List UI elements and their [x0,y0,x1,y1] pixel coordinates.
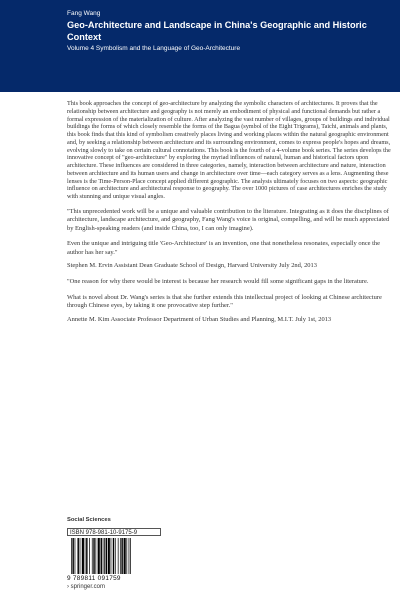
review-attribution-2: Annette M. Kim Associate Professor Department of Urban Studies and Planning, M.I.T. July 1st, 2013 [67,315,332,323]
book-description: This book approaches the concept of geo-architecture by analyzing the symbolic characters of architectures. It proves that the relationship between architecture and geography is not merely an embodiment of physical and functional demands but rather a formal expression of the materialization of culture. After analyzing the vast number of villages, groups of buildings and individual buildings the forms of which closely resemble the forms of the Bagua (symbol of the Eight Trigrams), Taichi, animals and plants, this book finds that this kind of symbolism creatively places living and working places within the natural geographic environment and, by seeking a relationship between architecture and its surrounding environment, comes to express people's hopes and dreams, evolving slowly to take on certain cultural connotations. This book is the fourth of a 4-volume book series. The series develops the innovative concept of "geo-architecture" by exploring the myriad influences of natural, human and historical factors upon architecture. These influences are considered in three categories, namely, interaction between architecture and nature, interaction between architecture and its human users and change in architecture over time—each category serves as a lens. Augmenting these lenses is the Time-Person-Place concept applied different geographic. The analysis ultimately focuses on two aspects: geographic influence on architecture and architectural response to geography. The over 1000 pictures of case architectures enriches the study with stunning and unique visual angles. [67,100,391,200]
author-name: Fang Wang [67,10,101,17]
isbn-label: ISBN 978-981-10-9175-9 [67,528,161,536]
barcode-graphic [67,537,161,576]
book-title: Geo-Architecture and Landscape in China's Geographic and Historic Context [67,20,367,42]
review-quote-1-continued: Even the unique and intriguing title 'Geo-Architecture' is an invention, one that nonetheless resonates, especially once the author has her say." [67,240,381,256]
review-quote-1: "This unprecedented work will be a unique and valuable contribution to the literature. Integrating as it does the disciplines of architecture, landscape architecture, and geography, Fang Wang's voice is original, compelling, and will be much appreciated by English-speaking readers (and inside China, too, I can only imagine). [67,207,390,232]
publisher-website: › springer.com [67,584,106,590]
review-quote-2: "One reason for why there would be interest is because her research would fill some significant gaps in the literature. [67,278,369,286]
review-attribution-1: Stephen M. Ervin Assistant Dean Graduate School of Design, Harvard University July 2nd, 2013 [67,262,317,270]
book-subtitle: Volume 4 Symbolism and the Language of Geo-Architecture [67,45,241,52]
review-quote-2-continued: What is novel about Dr. Wang's series is that she further extends this intellectual project of looking at Chinese architecture through Chinese eyes, by taking it one provocative step further." [67,293,382,310]
blurb-body [67,100,391,324]
barcode [67,537,161,576]
barcode-number: 9 789811 091759 [67,575,121,582]
header [67,10,382,53]
subject-category: Social Sciences [67,517,111,523]
